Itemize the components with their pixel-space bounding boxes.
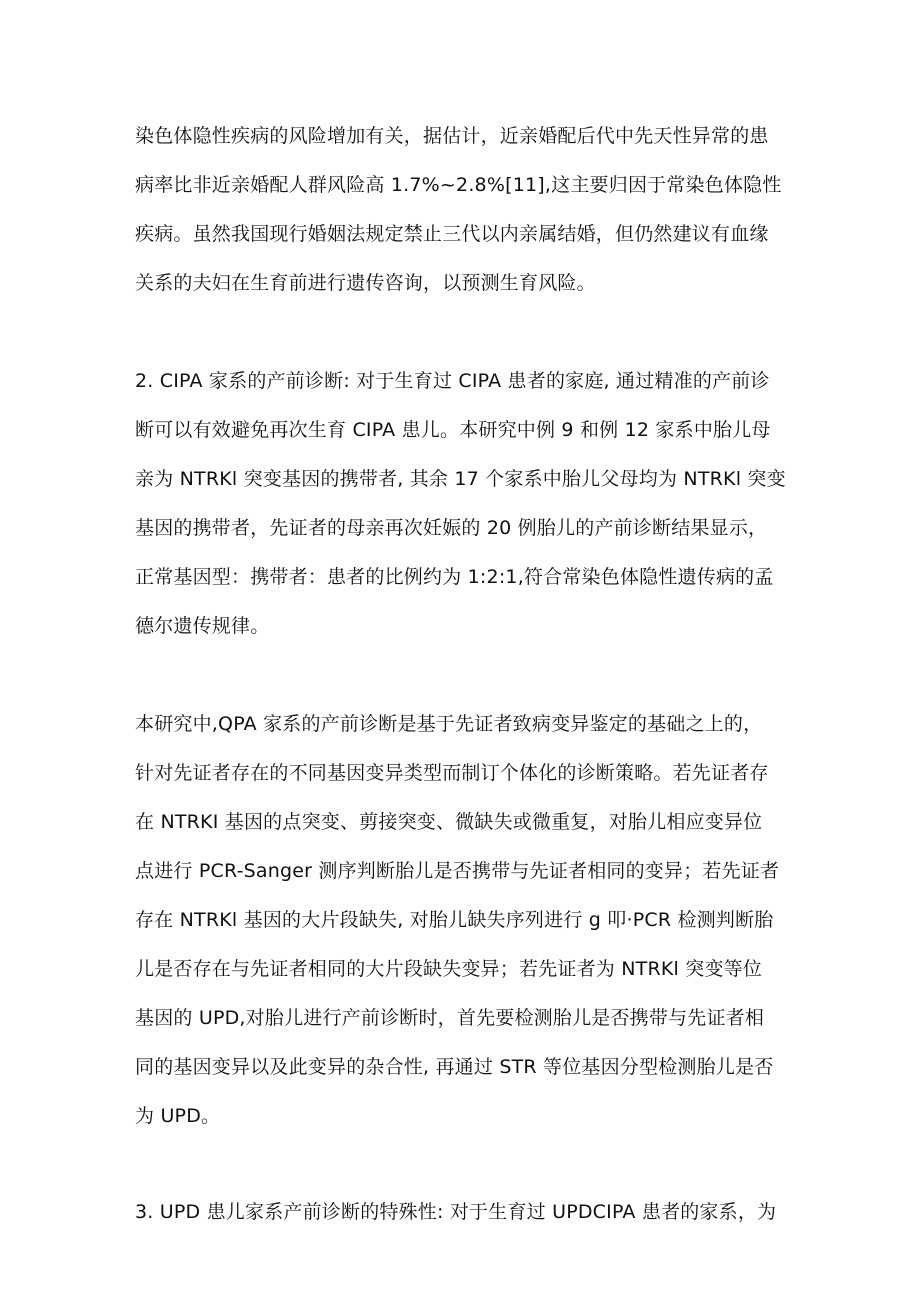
text-line: 点进行 PCR-Sanger 测序判断胎儿是否携带与先证者相同的变异；若先证者 [135, 860, 780, 882]
text-line: 基因的 UPD,对胎儿进行产前诊断时，首先要检测胎儿是否携带与先证者相 [135, 1007, 765, 1029]
text-line: 本研究中,QPA 家系的产前诊断是基于先证者致病变异鉴定的基础之上的， [135, 713, 763, 735]
text-line: 德尔遗传规律。 [135, 615, 270, 637]
text-line: 为 UPD。 [135, 1105, 221, 1127]
text-line: 疾病。虽然我国现行婚姻法规定禁止三代以内亲属结婚，但仍然建议有血缘 [135, 223, 769, 245]
text-line: 3. UPD 患儿家系产前诊断的特殊性: 对于生育过 UPDCIPA 患者的家系，为 [135, 1201, 777, 1223]
text-line: 2. CIPA 家系的产前诊断: 对于生育过 CIPA 患者的家庭, 通过精准的产前诊 [135, 370, 770, 392]
text-line: 正常基因型：携带者：患者的比例约为 1:2:1,符合常染色体隐性遗传病的孟 [135, 566, 774, 588]
text-line: 基因的携带者，先证者的母亲再次妊娠的 20 例胎儿的产前诊断结果显示， [135, 517, 768, 539]
text-line: 同的基因变异以及此变异的杂合性, 再通过 STR 等位基因分型检测胎儿是否 [135, 1056, 774, 1078]
paragraph-upd-specificity [135, 1188, 815, 1237]
text-line: 在 NTRKI 基因的点突变、剪接突变、微缺失或微重复，对胎儿相应变异位 [135, 811, 763, 833]
text-line: 断可以有效避免再次生育 CIPA 患儿。本研究中例 9 和例 12 家系中胎儿母 [135, 419, 771, 441]
text-line: 染色体隐性疾病的风险增加有关，据估计，近亲婚配后代中先天性异常的患 [135, 125, 769, 147]
text-line: 关系的夫妇在生育前进行遗传咨询，以预测生育风险。 [135, 272, 596, 294]
text-line: 儿是否存在与先证者相同的大片段缺失变异；若先证者为 NTRKl 突变等位 [135, 958, 763, 980]
text-line: 亲为 NTRKl 突变基因的携带者, 其余 17 个家系中胎儿父母均为 NTRKl 突变 [135, 468, 786, 490]
paragraph-consanguinity [135, 112, 815, 308]
text-line: 针对先证者存在的不同基因变异类型而制订个体化的诊断策略。若先证者存 [135, 762, 769, 784]
paragraph-prenatal-diagnosis [135, 357, 815, 651]
paragraph-diagnosis-strategy [135, 700, 815, 1141]
text-line: 病率比非近亲婚配人群风险高 1.7%~2.8%[11],这主要归因于常染色体隐性 [135, 174, 782, 196]
text-line: 存在 NTRKl 基因的大片段缺失, 对胎儿缺失序列进行 g 叩·PCR 检测判断胎 [135, 909, 774, 931]
